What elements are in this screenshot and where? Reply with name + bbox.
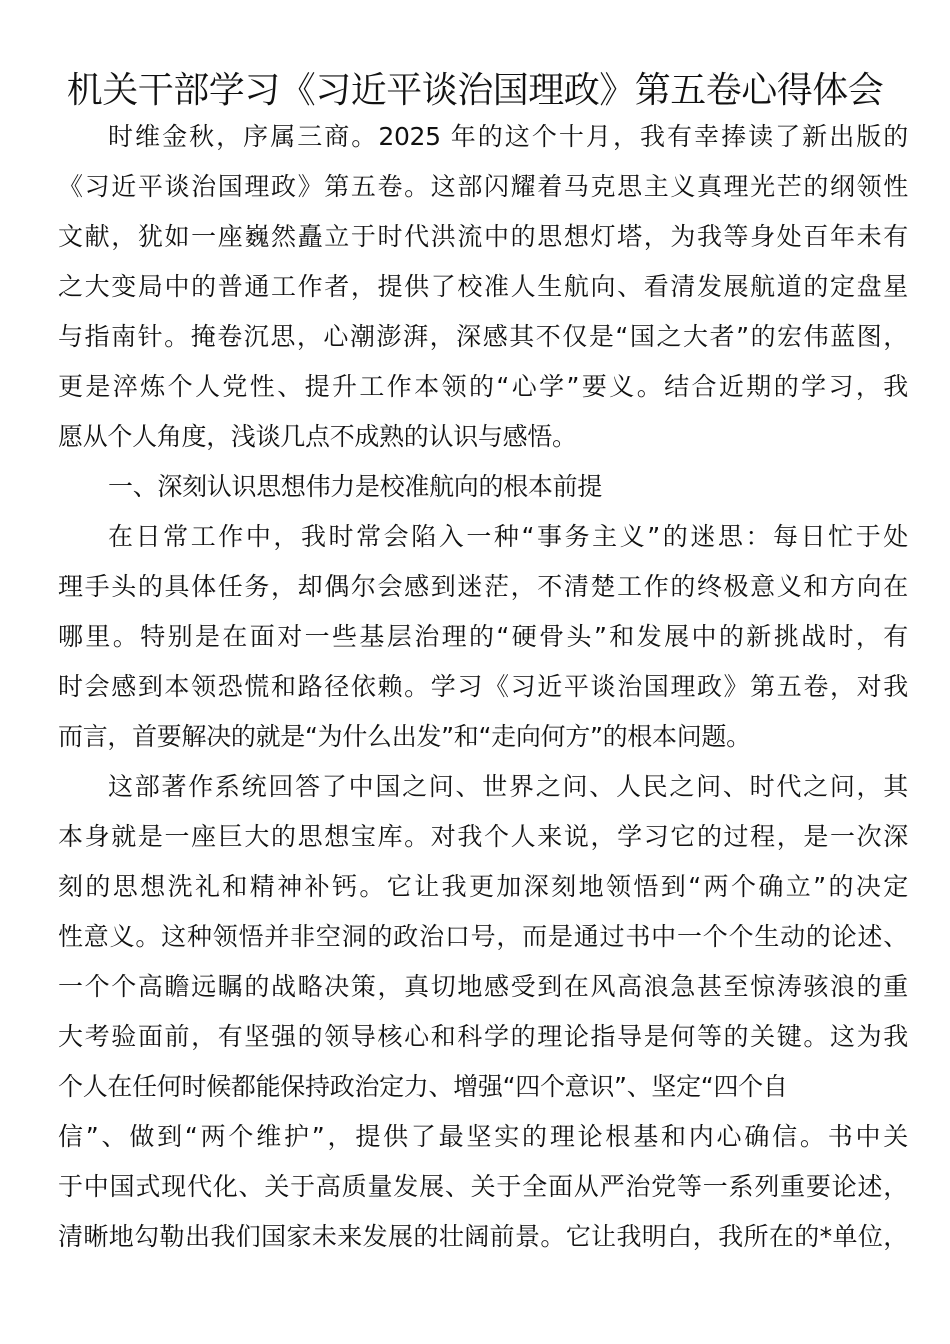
paragraph-3-line-8: 信”、做到“两个维护”，提供了最坚实的理论根基和内心确信。书中关 [58,1122,908,1151]
section-heading-1: 一、深刻认识思想伟力是校准航向的根本前提 [108,472,603,501]
paragraph-1-line-2: 《习近平谈治国理政》第五卷。这部闪耀着马克思主义真理光芒的纲领性 [58,172,908,201]
paragraph-3-line-3: 刻的思想洗礼和精神补钙。它让我更加深刻地领悟到“两个确立”的决定 [58,872,908,901]
document-title: 机关干部学习《习近平谈治国理政》第五卷心得体会 [66,70,884,111]
paragraph-3-line-2: 本身就是一座巨大的思想宝库。对我个人来说，学习它的过程，是一次深 [58,822,908,851]
paragraph-2-line-3: 哪里。特别是在面对一些基层治理的“硬骨头”和发展中的新挑战时，有 [58,622,908,651]
paragraph-2-line-4: 时会感到本领恐慌和路径依赖。学习《习近平谈治国理政》第五卷，对我 [58,672,908,701]
paragraph-1-line-7: 愿从个人角度，浅谈几点不成熟的认识与感悟。 [58,422,577,451]
paragraph-2-line-1: 在日常工作中，我时常会陷入一种“事务主义”的迷思：每日忙于处 [108,522,908,551]
paragraph-3-line-9: 于中国式现代化、关于高质量发展、关于全面从严治党等一系列重要论述， [58,1172,908,1201]
paragraph-3-line-6: 大考验面前，有坚强的领导核心和科学的理论指导是何等的关键。这为我 [58,1022,908,1051]
paragraph-3-line-4: 性意义。这种领悟并非空洞的政治口号，而是通过书中一个个生动的论述、 [58,922,908,951]
paragraph-2-line-2: 理手头的具体任务，却偶尔会感到迷茫，不清楚工作的终极意义和方向在 [58,572,908,601]
paragraph-2-line-5: 而言，首要解决的就是“为什么出发”和“走向何方”的根本问题。 [58,722,751,751]
paragraph-3-line-10: 清晰地勾勒出我们国家未来发展的壮阔前景。它让我明白，我所在的*单位， [58,1222,908,1251]
paragraph-3-line-7: 个人在任何时候都能保持政治定力、增强“四个意识”、坚定“四个自 [58,1072,788,1101]
paragraph-1-line-1: 时维金秋，序属三商。2025 年的这个十月，我有幸捧读了新出版的 [108,122,908,151]
paragraph-1-line-5: 与指南针。掩卷沉思，心潮澎湃，深感其不仅是“国之大者”的宏伟蓝图， [58,322,908,351]
paragraph-1-line-3: 文献，犹如一座巍然矗立于时代洪流中的思想灯塔，为我等身处百年未有 [58,222,908,251]
paragraph-3-line-1: 这部著作系统回答了中国之问、世界之问、人民之问、时代之问，其 [108,772,908,801]
paragraph-3-line-5: 一个个高瞻远瞩的战略决策，真切地感受到在风高浪急甚至惊涛骇浪的重 [58,972,908,1001]
paragraph-1-line-6: 更是淬炼个人党性、提升工作本领的“心学”要义。结合近期的学习，我 [58,372,908,401]
paragraph-1-line-4: 之大变局中的普通工作者，提供了校准人生航向、看清发展航道的定盘星 [58,272,908,301]
